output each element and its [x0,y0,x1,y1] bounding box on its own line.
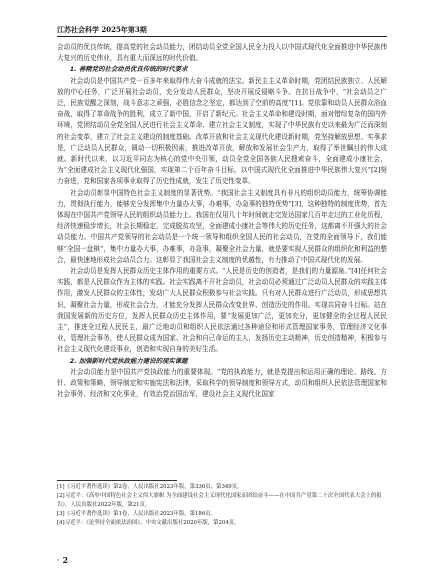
section-heading-2: 2. 加强新时代党执政能力建设的现实课题 [69,356,188,365]
paragraph-people: 社会动员是发挥人民群众历史主体作用的重要方式。“人民是历史的创造者，是我们的力量源泉。”[4]任何社会实践，都是人民群众作为主体的实践。社会实践离不开社会动员，社会动员必须通过广泛动员人民群众的实践主体作用，激发人民群众的主体性，发动广大人民群众积极参与社会实践。只有对人民群众进行广泛动员，形成思想共识，凝聚社会力量，形成社会合力，才能充分发挥人民群众改变世界、创造历史的作用。实现共同奋斗目标。站在我国发展新的历史方位，发挥人民群众历史主体作用，要“发展更加广泛，更加充分，更加健全的全过程人民民主”，推进全过程人民民主，最广泛地动员和组织人民依法通过各种途径和形式管理国家事务，管理经济文化事业，管理社会事务，使人民群众成为国家、社会和自己命运的主人，发扬历史主动精神，历史创造精神，积极参与社会主义现代化建设事业，创造和实现自身的美好生活。 [57,267,387,354]
journal-title: 江苏社会科学 2025年第3期 [57,25,147,34]
running-header [57,24,387,37]
paragraph-institution: 社会动员彰显中国特色社会主义制度的显著优势。“我国社会主义制度具有非凡的组织动员能力，统筹协调能力，贯彻执行能力，能够充分发挥集中力量办大事，办难事，办急事的独特优势”[3]，这种独特的制度优势，首先体现在中国共产党领导人民的组织动员能力上。我国在仅用几十年时间就走完发达国家几百年走过的工业化历程，经济快速稳步增长，社会长期稳定，完成脱贫攻坚，全面建成小康社会等伟大的历史任务，这都离不开强大的社会动员能力。中国共产党领导的社会动员是一个统一领导和组织全国人民的社会动员，在党的全面领导下，我们能够“全国一盘棋”，集中力量办大事，办难事，办急事，凝聚全社会力量，就是要实现人民群众的组织化和利益的整合，最快速地形成社会动员合力。这彰显了我国社会主义制度的优越性，有力推动了中国式现代化的发展。 [57,188,387,264]
footnotes [57,483,387,528]
paragraph-governance: 社会动员能力是中国共产党执政能力的重要体现。“党的执政能力，就是党提出和运用正确的理论、路线、方针、政策和策略，领导制定和实施宪法和法律，采取科学的领导制度和领导方式，动员和组织人民依法管理国家和社会事务、经济和文化事业，有效治党治国治军，建设社会主义现代化国家 [57,367,387,399]
footnote-divider [57,480,177,481]
footnote-2: [2]习近平：《高举中国特色社会主义伟大旗帜 为全面建设社会主义现代化国家而团结奋斗——在中国共产党第二十次全国代表大会上的报告》，人民出版社2022年版，第21页。 [57,493,382,508]
section-heading-1: 1. 善精党的社会动员优良传统的时代要求 [69,65,188,74]
body-text [57,42,387,401]
footnote-3: [3]《习近平著作选读》第1卷，人民出版社2023年版，第186页。 [57,511,217,517]
paragraph-history: 社会动员是中国共产党一百多年来取得伟大奋斗成就的法宝。新民主主义革命时期，党团结民族独立、人民解放的中心任务，广泛开展社会动员，充分发动人民群众，坚决开展反侵略斗争。在抗日战争中，“社会动员之广泛，民族觉醒之深刻，战斗意志之顽强，必胜信念之坚定，都达到了空前的高度”[1]。党依靠和动员人民群众浴血奋战，取得了革命战争的胜利，成立了新中国，开启了新纪元。社会主义革命和建设时期，面对错综复杂的国内外环境，党团结动员全党全国人民进行社会主义革命、建立社会主义制度，实现了中华民族有史以来最为广泛而深刻的社会变革，建立了社会主义建设的制度基础。改革开放和社会主义现代化建设新时期，党坚持解放思想、实事求是，广泛动员人民群众，调动一切积极因素，推进改革开放，解放和发展社会生产力，取得了举世瞩目的伟大成就。新时代以来，以习近平同志为核心的党中央引领，动员全党全国各族人民搜索奋斗，全面建成小康社会，为“全面建成社会主义现代化强国，实现第二个百年奋斗目标，以中国式现代化全面推进中华民族伟大复兴”[2]努力奋进，党和国家各项事业取得了历史性成就，发生了历史性变革。 [57,76,387,186]
footnote-1: [1]《习近平著作选读》第2卷，人民出版社2023年版，第336页、第349页。 [57,484,243,490]
page-bullet-icon: · [57,556,60,565]
paragraph-intro: 会动员的优良传统，提高党的社会动员能力，团结动员全党全国人民全力投入以中国式现代化全面推进中华民族伟大复兴的历史伟业，具有重大而深远的时代价值。 [57,43,387,63]
page-number: · 2 [57,555,69,565]
footnote-4: [4]习近平：《论坚持全面依法治国》，中央文献出版社2020年版，第204页。 [57,520,240,526]
